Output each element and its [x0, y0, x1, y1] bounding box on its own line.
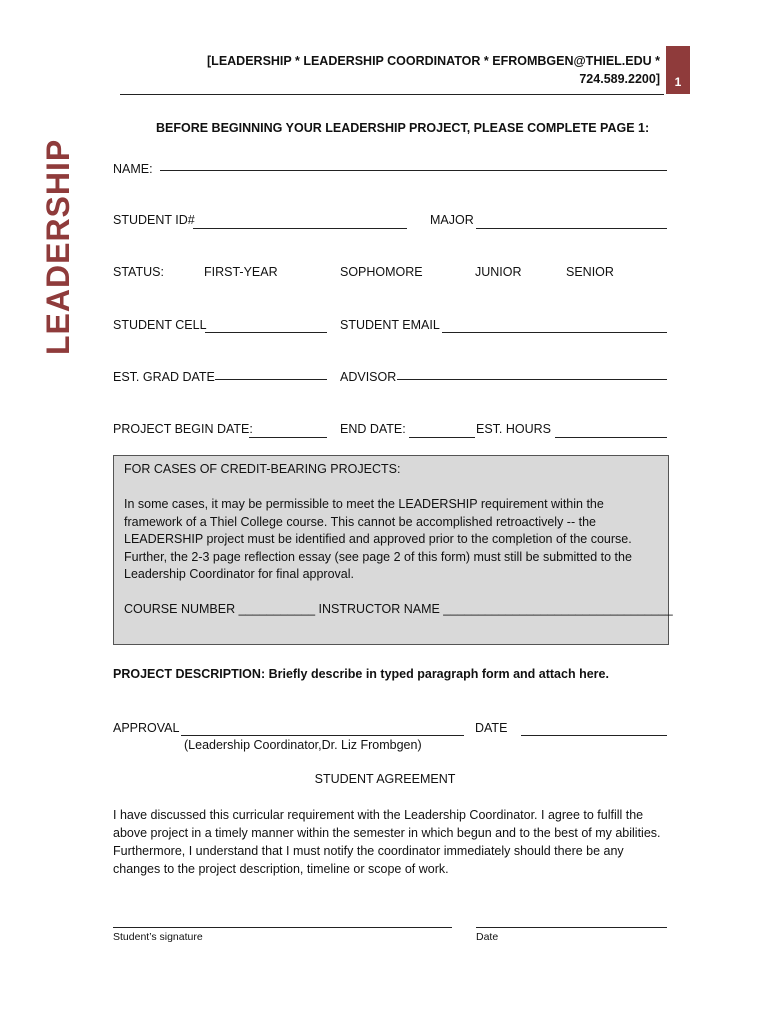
major-field[interactable] [476, 228, 667, 229]
student-email-field[interactable] [442, 332, 667, 333]
status-option-senior[interactable]: SENIOR [566, 265, 614, 279]
student-email-label: STUDENT EMAIL [340, 318, 440, 332]
student-cell-field[interactable] [205, 332, 327, 333]
approval-sublabel: (Leadership Coordinator,Dr. Liz Frombgen) [184, 738, 422, 752]
advisor-field[interactable] [397, 379, 667, 380]
est-hours-field[interactable] [555, 437, 667, 438]
begin-date-field[interactable] [249, 437, 327, 438]
signature-date-field[interactable] [476, 927, 667, 928]
course-instructor-line[interactable]: COURSE NUMBER ___________ INSTRUCTOR NAME _________________________________ [124, 602, 673, 616]
intro-heading: BEFORE BEGINNING YOUR LEADERSHIP PROJECT, PLEASE COMPLETE PAGE 1: [156, 121, 650, 135]
status-option-first-year[interactable]: FIRST-YEAR [204, 265, 278, 279]
name-field[interactable] [160, 170, 667, 171]
side-title: LEADERSHIP [40, 138, 76, 355]
major-label: MAJOR [430, 213, 474, 227]
end-date-field[interactable] [409, 437, 475, 438]
page-number-badge [666, 46, 690, 94]
agreement-paragraph: I have discussed this curricular requirement with the Leadership Coordinator. I agree to fulfill the above project in a timely manner within the semester in which begun and to the best of my abilities. Furthermore, I understand that I must notify the coordinator immediately should there be any changes to the project description, timeline or scope of work. [113, 808, 661, 876]
status-option-sophomore[interactable]: SOPHOMORE [340, 265, 423, 279]
student-id-label: STUDENT ID# [113, 213, 195, 227]
approval-signature-field[interactable] [181, 735, 464, 736]
credit-bearing-box [113, 455, 673, 645]
status-label: STATUS: [113, 265, 164, 279]
header-line-1: [LEADERSHIP * LEADERSHIP COORDINATOR * EFROMBGEN@THIEL.EDU * [207, 54, 660, 68]
header-contact [207, 52, 660, 88]
page-number: 1 [674, 75, 682, 89]
student-cell-label: STUDENT CELL [113, 318, 207, 332]
student-id-field[interactable] [193, 228, 407, 229]
header-divider [120, 94, 664, 95]
project-description [113, 667, 609, 681]
approval-date-label: DATE [475, 721, 508, 735]
grad-date-field[interactable] [215, 379, 327, 380]
end-date-label: END DATE: [340, 422, 406, 436]
credit-box-paragraph: In some cases, it may be permissible to meet the LEADERSHIP requirement within the framework of a Thiel College course. This cannot be accomplished retroactively -- the LEADERSHIP project must be identified and approved prior to the completion of the course. Further, the 2-3 page reflection essay (see page 2 of this form) must still be submitted to the Leadership Coordinator for final approval. [124, 497, 632, 581]
begin-date-label: PROJECT BEGIN DATE: [113, 422, 253, 436]
status-option-junior[interactable]: JUNIOR [475, 265, 522, 279]
grad-date-label: EST. GRAD DATE [113, 370, 215, 384]
student-signature-label: Student’s signature [113, 931, 203, 943]
est-hours-label: EST. HOURS [476, 422, 552, 436]
approval-label: APPROVAL [113, 721, 180, 735]
name-label: NAME: [113, 162, 153, 176]
approval-date-field[interactable] [521, 735, 667, 736]
signature-date-label: Date [476, 931, 499, 943]
project-description-label: PROJECT DESCRIPTION [113, 667, 261, 681]
credit-box-heading: FOR CASES OF CREDIT-BEARING PROJECTS: [124, 462, 401, 476]
header-line-2: 724.589.2200] [579, 72, 660, 86]
project-description-text: : Briefly describe in typed paragraph form and attach here. [260, 667, 609, 681]
agreement-title: STUDENT AGREEMENT [314, 772, 456, 786]
student-signature-field[interactable] [113, 927, 452, 928]
advisor-label: ADVISOR [340, 370, 397, 384]
